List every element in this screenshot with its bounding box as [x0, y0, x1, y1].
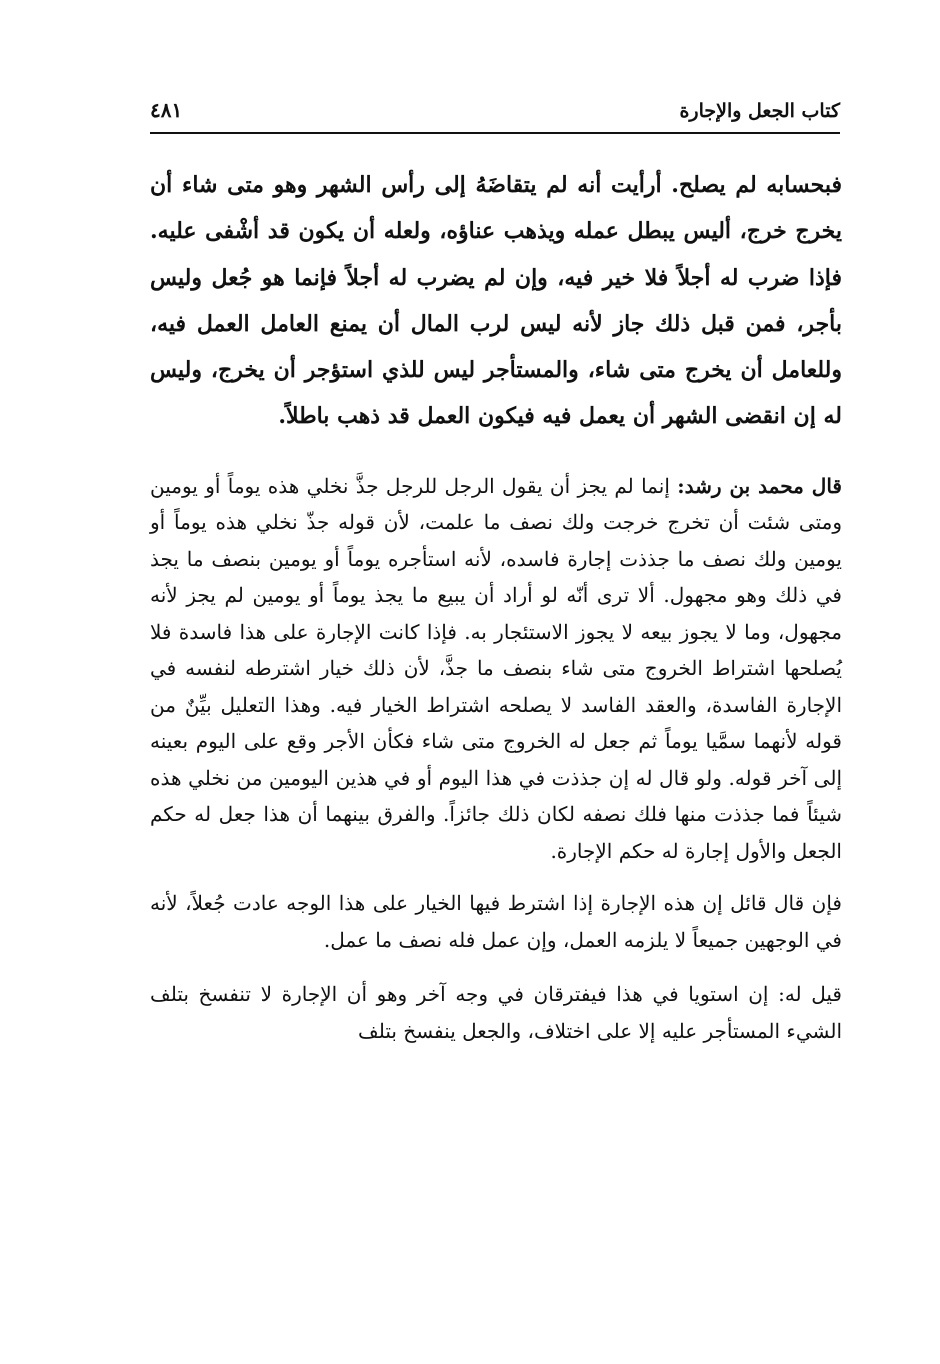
- running-title: كتاب الجعل والإجارة: [679, 100, 840, 122]
- speaker-label: قال محمد بن رشد:: [677, 473, 842, 498]
- paragraph-gap: [150, 958, 842, 976]
- paragraph-4: قيل له: إن استويا في هذا فيفترقان في وجه آخر وهو أن الإجارة لا تنفسخ بتلف الشيء المستأجر عليه إلا على اختلاف، والجعل ينفسخ بتلف: [150, 982, 842, 1043]
- paragraph-2-text: إنما لم يجز أن يقول الرجل للرجل جذَّ نخلي هذه يوماً أو يومين ومتى شئت أن تخرج خرجت ولك نصف ما علمت، لأن قوله جذّ نخلي هذه يوماً أو يومين ولك نصف ما جذذت إجارة فاسده، لأنه استأجره يوماً أو يومين بنصف ما يجذ في ذلك وهو مجهول. ألا ترى أنّه لو أراد أن يبيع ما يجذ يوماً أو يومين لم يجز لأنه مجهول، وما لا يجوز بيعه لا يجوز الاستئجار به. فإذا كانت الإجارة على هذا فاسدة فلا يُصلحها اشتراط الخروج متى شاء بنصف ما جذَّ، لأن ذلك خيار اشترطه لنفسه في الإجارة الفاسدة، والعقد الفاسد لا يصلحه اشتراط الخيار فيه. وهذا التعليل بيِّنٌ من قوله لأنهما سمَّيا يوماً ثم جعل له الخروج متى شاء فكأن الأجر وقع على اليوم بعينه إلى آخر قوله. ولو قال له إن جذذت في هذا اليوم أو في هذين اليومين من نخلي هذه شيئاً فما جذذت منها فلك نصفه لكان ذلك جائزاً. والفرق بينهما أن هذا جعل له حكم الجعل والأول إجارة له حكم الإجارة.: [150, 473, 842, 863]
- paragraph-3: فإن قال قائل إن هذه الإجارة إذا اشترط فيها الخيار على هذا الوجه عادت جُعلاً، لأنه في الوجهين جميعاً لا يلزمه العمل، وإن عمل فله نصف ما عمل.: [150, 891, 842, 952]
- paragraph-2: [150, 468, 842, 870]
- page-number: ٤٨١: [150, 98, 183, 122]
- page-header: [150, 96, 840, 134]
- page-body: [150, 162, 842, 1049]
- paragraph-gap: [150, 869, 842, 885]
- paragraph-1: فبحسابه لم يصلح. أرأيت أنه لم يتقاضَهُ إلى رأس الشهر وهو متى شاء أن يخرج خرج، أليس يبطل عمله ويذهب عناؤه، ولعله أن يكون قد أشْفى عليه. فإذا ضرب له أجلاً فلا خير فيه، وإن لم يضرب له أجلاً فإنما هو جُعل وليس بأجر، فمن قبل ذلك جاز لأنه ليس لرب المال أن يمنع العامل العمل فيه، وللعامل أن يخرج متى شاء، والمستأجر ليس للذي استؤجر أن يخرج، وليس له إن انقضى الشهر أن يعمل فيه فيكون العمل قد ذهب باطلاً.: [150, 172, 842, 430]
- paragraph-gap: [150, 440, 842, 468]
